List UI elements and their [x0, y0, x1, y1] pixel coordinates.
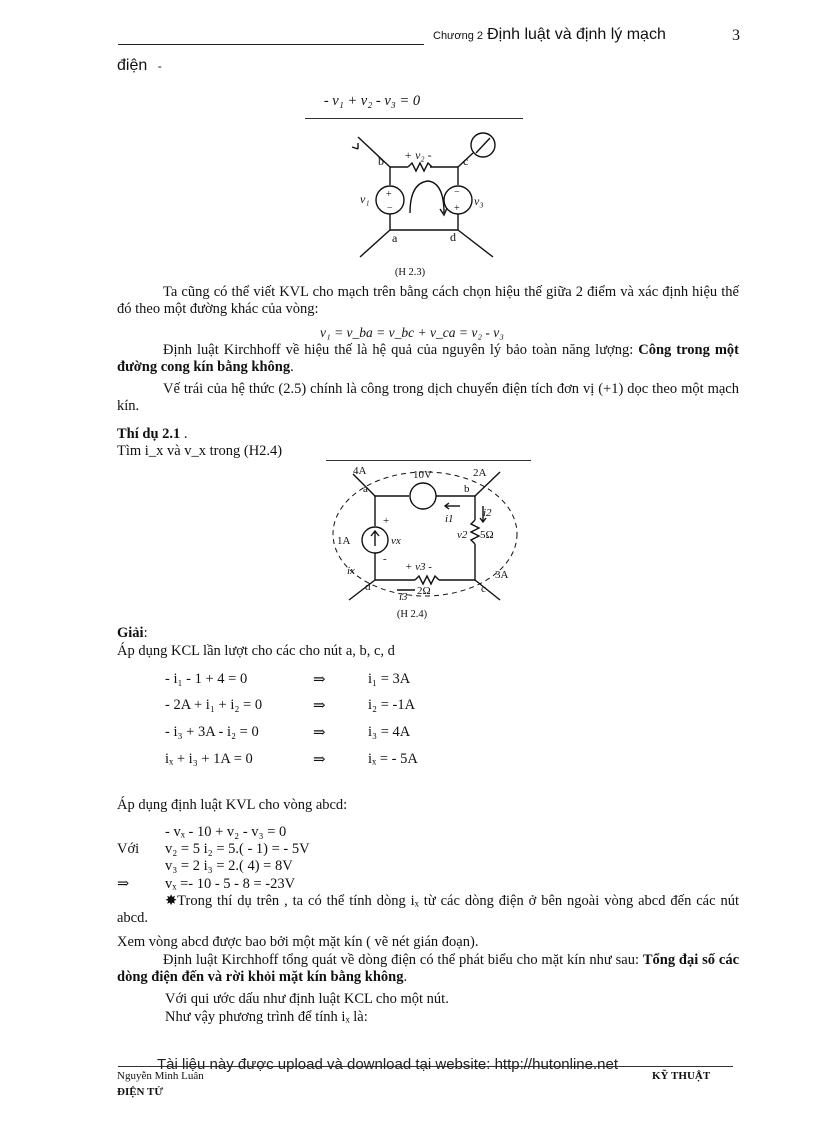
- general-law-bold: Tổng đại số các dòng điện đến và rời khỏi mặt kín bằng không: [117, 952, 740, 985]
- footer-brand-right: KỸ THUẬT: [652, 1070, 711, 1082]
- general-law-text: Định luật Kirchhoff tổng quát về dòng điện có thể phát biểu cho mặt kín như sau:: [163, 952, 639, 968]
- chapter-title: Định luật và định lý mạch: [487, 26, 666, 43]
- footer-watermark: Tài liệu này được upload và download tại website: http://hutonline.net: [157, 1056, 619, 1073]
- kvl-v2: v₂ = 5 i₂ = 5.( - 1) = - 5V: [165, 841, 310, 857]
- v2-label-h24: v2: [457, 529, 468, 541]
- node-b-label-h24: b: [464, 483, 470, 495]
- solution-title: Giải: [117, 625, 144, 641]
- final-paragraph: Như vậy phương trình để tính iₓ là:: [165, 1009, 368, 1025]
- example-title: Thí dụ 2.1: [117, 426, 181, 442]
- ix-label: ix: [347, 565, 355, 577]
- r2-label: 2Ω: [417, 585, 431, 597]
- node-d-label: d: [450, 230, 456, 244]
- chapter-title-continued: [117, 57, 162, 75]
- example-heading: [117, 426, 188, 443]
- kcl-arrow-1: ⇒: [313, 672, 326, 688]
- figure-caption-h23: (H 2.3): [394, 267, 426, 278]
- kvl-vx: vₓ =- 10 - 5 - 8 = -23V: [165, 876, 296, 892]
- page-number: 3: [732, 27, 740, 44]
- kcl-intro: Áp dụng KCL lần lượt cho các cho nút a, b, c, d: [117, 643, 395, 659]
- kcl-res-1: i₁ = 3A: [368, 671, 411, 687]
- node-d-label-h24: d: [365, 581, 371, 593]
- example-title-end: .: [180, 426, 188, 442]
- title-dash: -: [157, 59, 162, 73]
- sign-convention-paragraph: Với qui ước dấu như định luật KCL cho một nút.: [165, 991, 449, 1007]
- node-b-label: b: [378, 154, 384, 168]
- kcl-eq-4: iₓ + i₃ + 1A = 0: [165, 751, 253, 767]
- vx-plus: +: [383, 515, 390, 527]
- title-cont-text: điện: [117, 57, 148, 74]
- figure2-rule: [326, 460, 531, 461]
- i1-label: i1: [445, 513, 454, 525]
- paragraph-work: Vế trái của hệ thức (2.5) chính là công trong dịch chuyển điện tích đơn vị (+1) dọc theo một mạch kín.: [117, 381, 739, 414]
- vx-label: vx: [391, 535, 401, 547]
- with-label: Với: [117, 841, 140, 857]
- kvl-intro: Áp dụng định luật KVL cho vòng abcd:: [117, 797, 348, 813]
- paragraph-kvl-alt: Ta cũng có thể viết KVL cho mạch trên bằng cách chọn hiệu thế giữa 2 điểm và xác định hiệu thế đó theo một đường khác của vòng:: [117, 284, 739, 317]
- energy-bold: Công trong một đường cong kín bằng không: [117, 342, 739, 375]
- node-a-label-h24: a: [363, 483, 368, 495]
- i3-label: i3: [399, 591, 408, 602]
- kcl-eq-1: - i₁ - 1 + 4 = 0: [165, 671, 248, 687]
- current-3a-label: 3A: [495, 569, 509, 581]
- current-2a-label: 2A: [473, 467, 487, 479]
- circuit-figure-h23: [318, 125, 518, 265]
- implies-arrow: ⇒: [117, 876, 130, 892]
- solution-heading: Giải:: [117, 625, 148, 641]
- note-paragraph: ✸Trong thí dụ trên , ta có thể tính dòng iₓ từ các dòng điện ở bên ngoài vòng abcd đến các nút abcd.: [117, 893, 739, 926]
- svg-text:+: +: [386, 189, 392, 200]
- kcl-arrow-2: ⇒: [313, 698, 326, 714]
- figure-caption-h24: (H 2.4): [396, 609, 428, 620]
- energy-end: .: [290, 359, 294, 375]
- kcl-arrow-4: ⇒: [313, 752, 326, 768]
- v3-label: v₃: [474, 194, 484, 208]
- kvl-v3: v₃ = 2 i₃ = 2.( 4) = 8V: [165, 858, 293, 874]
- vx-minus: -: [383, 553, 387, 565]
- i2-label: i2: [483, 507, 492, 519]
- circuit-figure-h24: [325, 462, 525, 602]
- kcl-eq-3: - i₃ + 3A - i₂ = 0: [165, 724, 259, 740]
- kvl-alt-equation: v₁ = v_ba = v_bc + v_ca = v₂ - v₃: [320, 325, 504, 340]
- current-1a-label: 1A: [337, 535, 351, 547]
- node-c-label: c: [463, 154, 469, 168]
- header-rule: [118, 44, 424, 45]
- current-4a-label: 4A: [353, 465, 367, 477]
- kvl-equation-abcd: - vₓ - 10 + v₂ - v₃ = 0: [165, 824, 287, 840]
- svg-text:−: −: [454, 187, 460, 198]
- footer-author: Nguyễn Minh Luân: [117, 1070, 204, 1082]
- closed-surface-paragraph: Xem vòng abcd được bao bởi một mặt kín ( vẽ nét gián đoạn).: [117, 934, 479, 950]
- footer-brand-left: ĐIỆN TỬ: [117, 1086, 164, 1098]
- svg-text:−: −: [387, 203, 393, 214]
- general-law-paragraph: [117, 952, 739, 986]
- example-task: Tìm i_x và v_x trong (H2.4): [117, 443, 283, 459]
- node-c-label-h24: c: [481, 583, 486, 595]
- v2-label: + v₂ -: [404, 148, 432, 162]
- chapter-label: Chương 2: [433, 30, 484, 42]
- chapter-header: [433, 26, 666, 44]
- v3-label-h24: + v3 -: [405, 561, 432, 573]
- general-law-end: .: [403, 969, 408, 985]
- kcl-res-4: iₓ = - 5A: [368, 751, 418, 767]
- source-10v-label: 10V: [413, 469, 432, 481]
- svg-text:+: +: [454, 203, 460, 214]
- paragraph-energy: [117, 342, 739, 376]
- energy-text: Định luật Kirchhoff về hiệu thế là hệ quả của nguyên lý bảo toàn năng lượng:: [163, 342, 639, 358]
- kcl-res-3: i₃ = 4A: [368, 724, 411, 740]
- kcl-res-2: i₂ = -1A: [368, 697, 416, 713]
- kcl-arrow-3: ⇒: [313, 725, 326, 741]
- node-a-label: a: [392, 231, 398, 245]
- v1-label: v₁: [360, 192, 370, 206]
- figure-rule: [305, 118, 523, 119]
- r5-label: 5Ω: [480, 529, 494, 541]
- kcl-eq-2: - 2A + i₁ + i₂ = 0: [165, 697, 263, 713]
- kvl-equation: - v₁ + v₂ - v₃ = 0: [323, 93, 421, 109]
